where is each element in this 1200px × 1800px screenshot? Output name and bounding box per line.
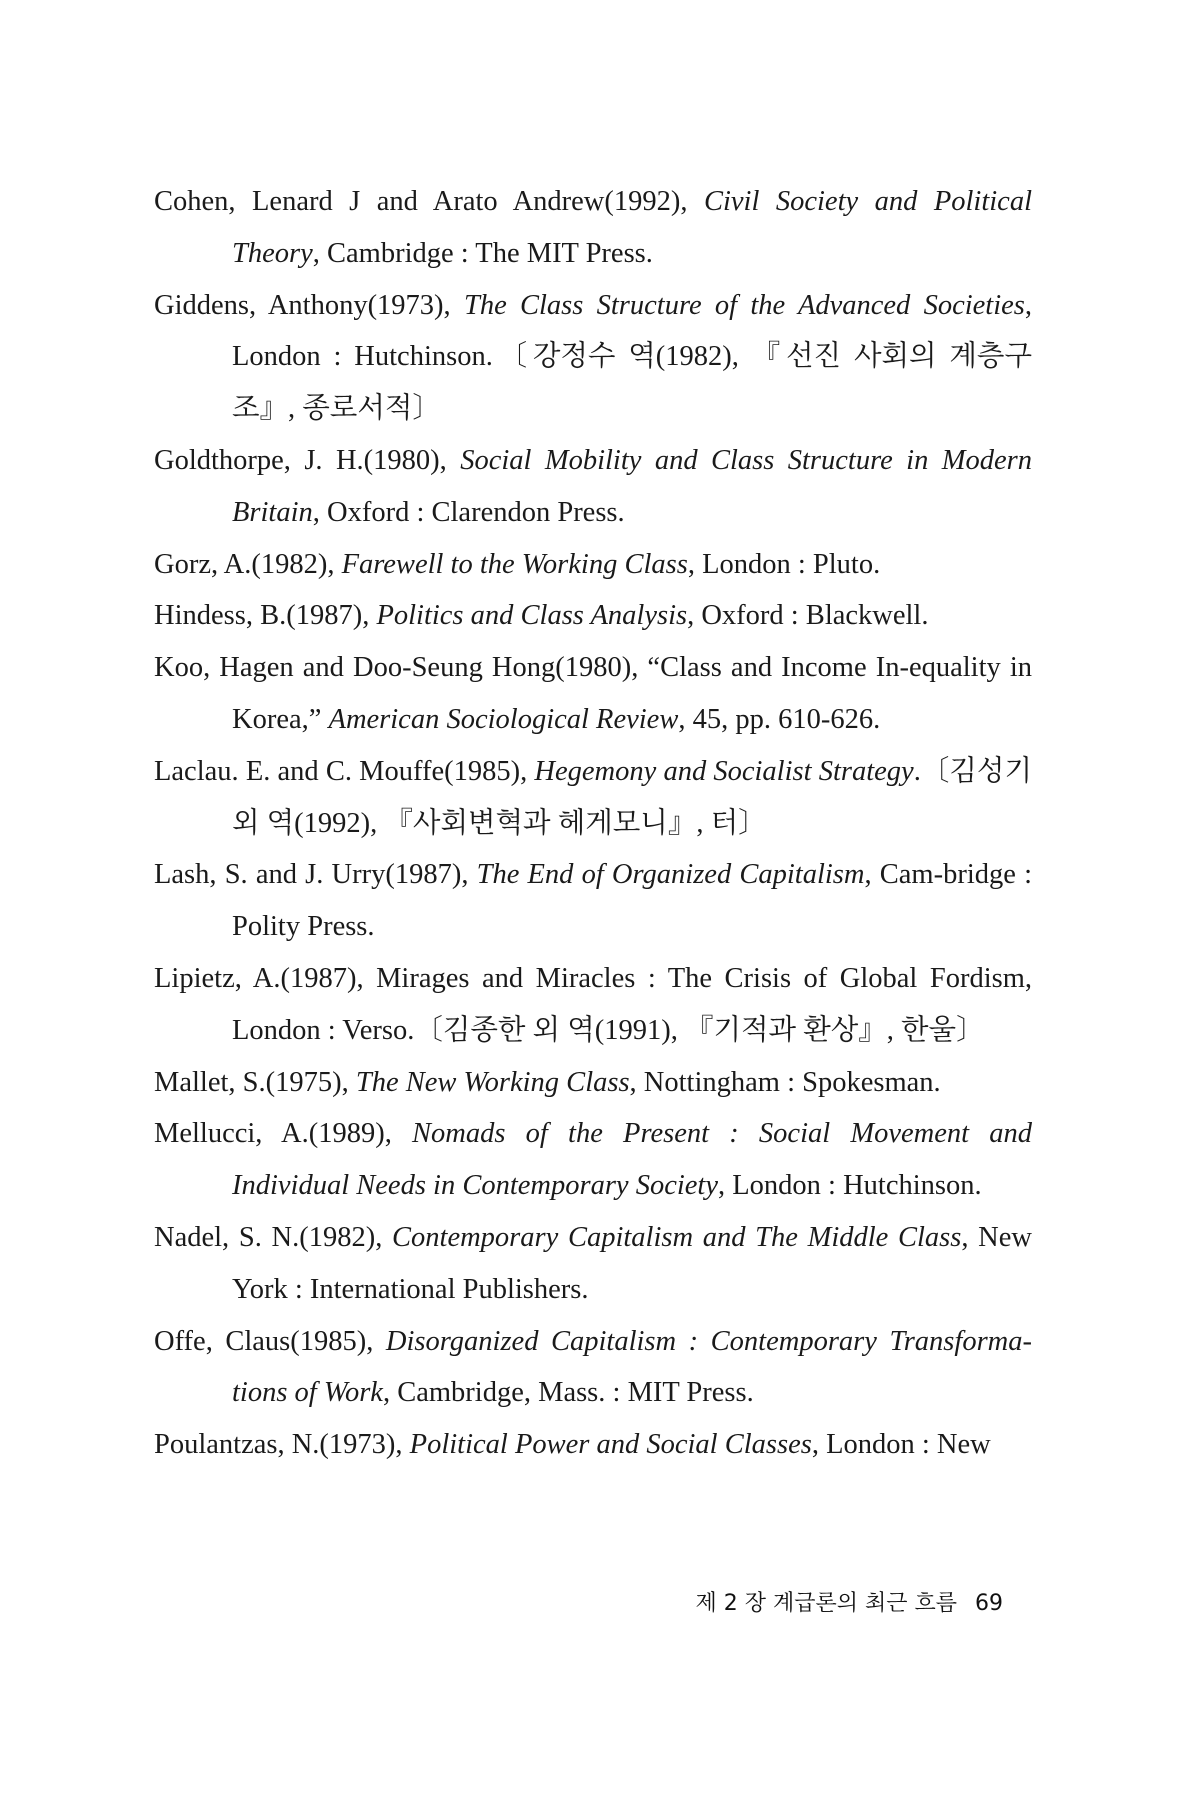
reference-text: Hindess, B.(1987), xyxy=(154,600,377,632)
reference-entry xyxy=(154,1316,1032,1420)
reference-text: Giddens, Anthony(1973), xyxy=(154,289,464,321)
reference-title: American Sociological Review xyxy=(328,703,679,735)
reference-entry xyxy=(154,280,1032,435)
reference-text: , London : Pluto. xyxy=(687,548,881,580)
reference-text: , Oxford : Clarendon Press. xyxy=(312,496,625,528)
reference-entry xyxy=(154,176,1032,280)
reference-title: Nomads of the Present : Social Movement and Individual Needs in Contemporary Society xyxy=(232,1118,1032,1202)
reference-title: Farewell to the Working Class xyxy=(341,548,688,580)
reference-title: Hegemony and Socialist Strategy xyxy=(534,755,914,787)
reference-text: Lipietz, A.(1987), Mirages and Miracles : The Crisis of Global Fordism, London : Verso.〔김종한 외 역(1991), 『기적과 환상』, 한울〕 xyxy=(154,962,1032,1046)
reference-entry xyxy=(154,746,1032,850)
reference-entry xyxy=(154,539,1032,591)
reference-text: Goldthorpe, J. H.(1980), xyxy=(154,444,461,476)
reference-title: Civil Society and Political Theory xyxy=(232,186,1032,269)
reference-text: , New York : International Publishers. xyxy=(232,1221,1032,1305)
reference-text: .〔김성기외 역(1992), 『사회변혁과 헤게모니』, 터〕 xyxy=(232,755,1032,839)
reference-text: , Cambridge, Mass. : MIT Press. xyxy=(382,1377,754,1409)
reference-text: Nadel, S. N.(1982), xyxy=(154,1221,393,1253)
reference-text: Offe, Claus(1985), xyxy=(154,1325,386,1357)
reference-entry xyxy=(154,1419,1032,1471)
reference-entry xyxy=(154,642,1032,746)
reference-text: , 45, pp. 610-626. xyxy=(678,703,881,735)
running-head: 제 2 장 계급론의 최근 흐름 xyxy=(695,1591,957,1616)
reference-title: The End of Organized Capitalism xyxy=(476,859,865,891)
reference-title: Social Mobility and Class Structure in Modern Britain xyxy=(232,444,1032,528)
reference-text: , London : New xyxy=(811,1429,991,1461)
reference-title: Political Power and Social Classes xyxy=(409,1429,812,1461)
reference-text: Gorz, A.(1982), xyxy=(154,548,342,580)
reference-text: Mellucci, A.(1989), xyxy=(154,1118,413,1150)
reference-entry xyxy=(154,590,1032,642)
reference-title: The New Working Class xyxy=(355,1066,630,1098)
reference-entry xyxy=(154,1057,1032,1109)
reference-text: Lash, S. and J. Urry(1987), xyxy=(154,859,477,891)
reference-text: , Cambridge : The MIT Press. xyxy=(312,237,653,269)
reference-list xyxy=(154,176,1032,1471)
reference-entry xyxy=(154,435,1032,539)
page-number: 69 xyxy=(975,1591,1003,1616)
reference-title: The Class Structure of the Advanced Societies xyxy=(463,289,1025,321)
reference-text: Mallet, S.(1975), xyxy=(154,1066,356,1098)
reference-text: , London : Hutchinson. xyxy=(718,1170,982,1202)
reference-entry xyxy=(154,953,1032,1057)
reference-text: Poulantzas, N.(1973), xyxy=(154,1429,410,1461)
page-footer xyxy=(640,1586,1003,1617)
reference-entry xyxy=(154,1212,1032,1316)
reference-title: Disorganized Capitalism : Contemporary Transforma-tions of Work xyxy=(232,1325,1032,1409)
reference-title: Contemporary Capitalism and The Middle Class xyxy=(392,1221,962,1253)
reference-text: Cohen, Lenard J and Arato Andrew(1992), xyxy=(154,186,704,217)
reference-title: Politics and Class Analysis xyxy=(376,600,688,632)
reference-text: , Cam-bridge : Polity Press. xyxy=(232,859,1032,943)
reference-text: Koo, Hagen and Doo-Seung Hong(1980), “Class and Income In-equality in Korea,” xyxy=(154,652,1032,735)
reference-text: , Nottingham : Spokesman. xyxy=(629,1066,941,1098)
reference-text: , Oxford : Blackwell. xyxy=(687,600,929,632)
reference-text: , London : Hutchinson.〔강정수 역(1982), 『선진 사회의 계층구조』, 종로서적〕 xyxy=(232,289,1033,425)
reference-entry xyxy=(154,1108,1032,1212)
reference-entry xyxy=(154,849,1032,953)
reference-text: Laclau. E. and C. Mouffe(1985), xyxy=(154,755,535,787)
